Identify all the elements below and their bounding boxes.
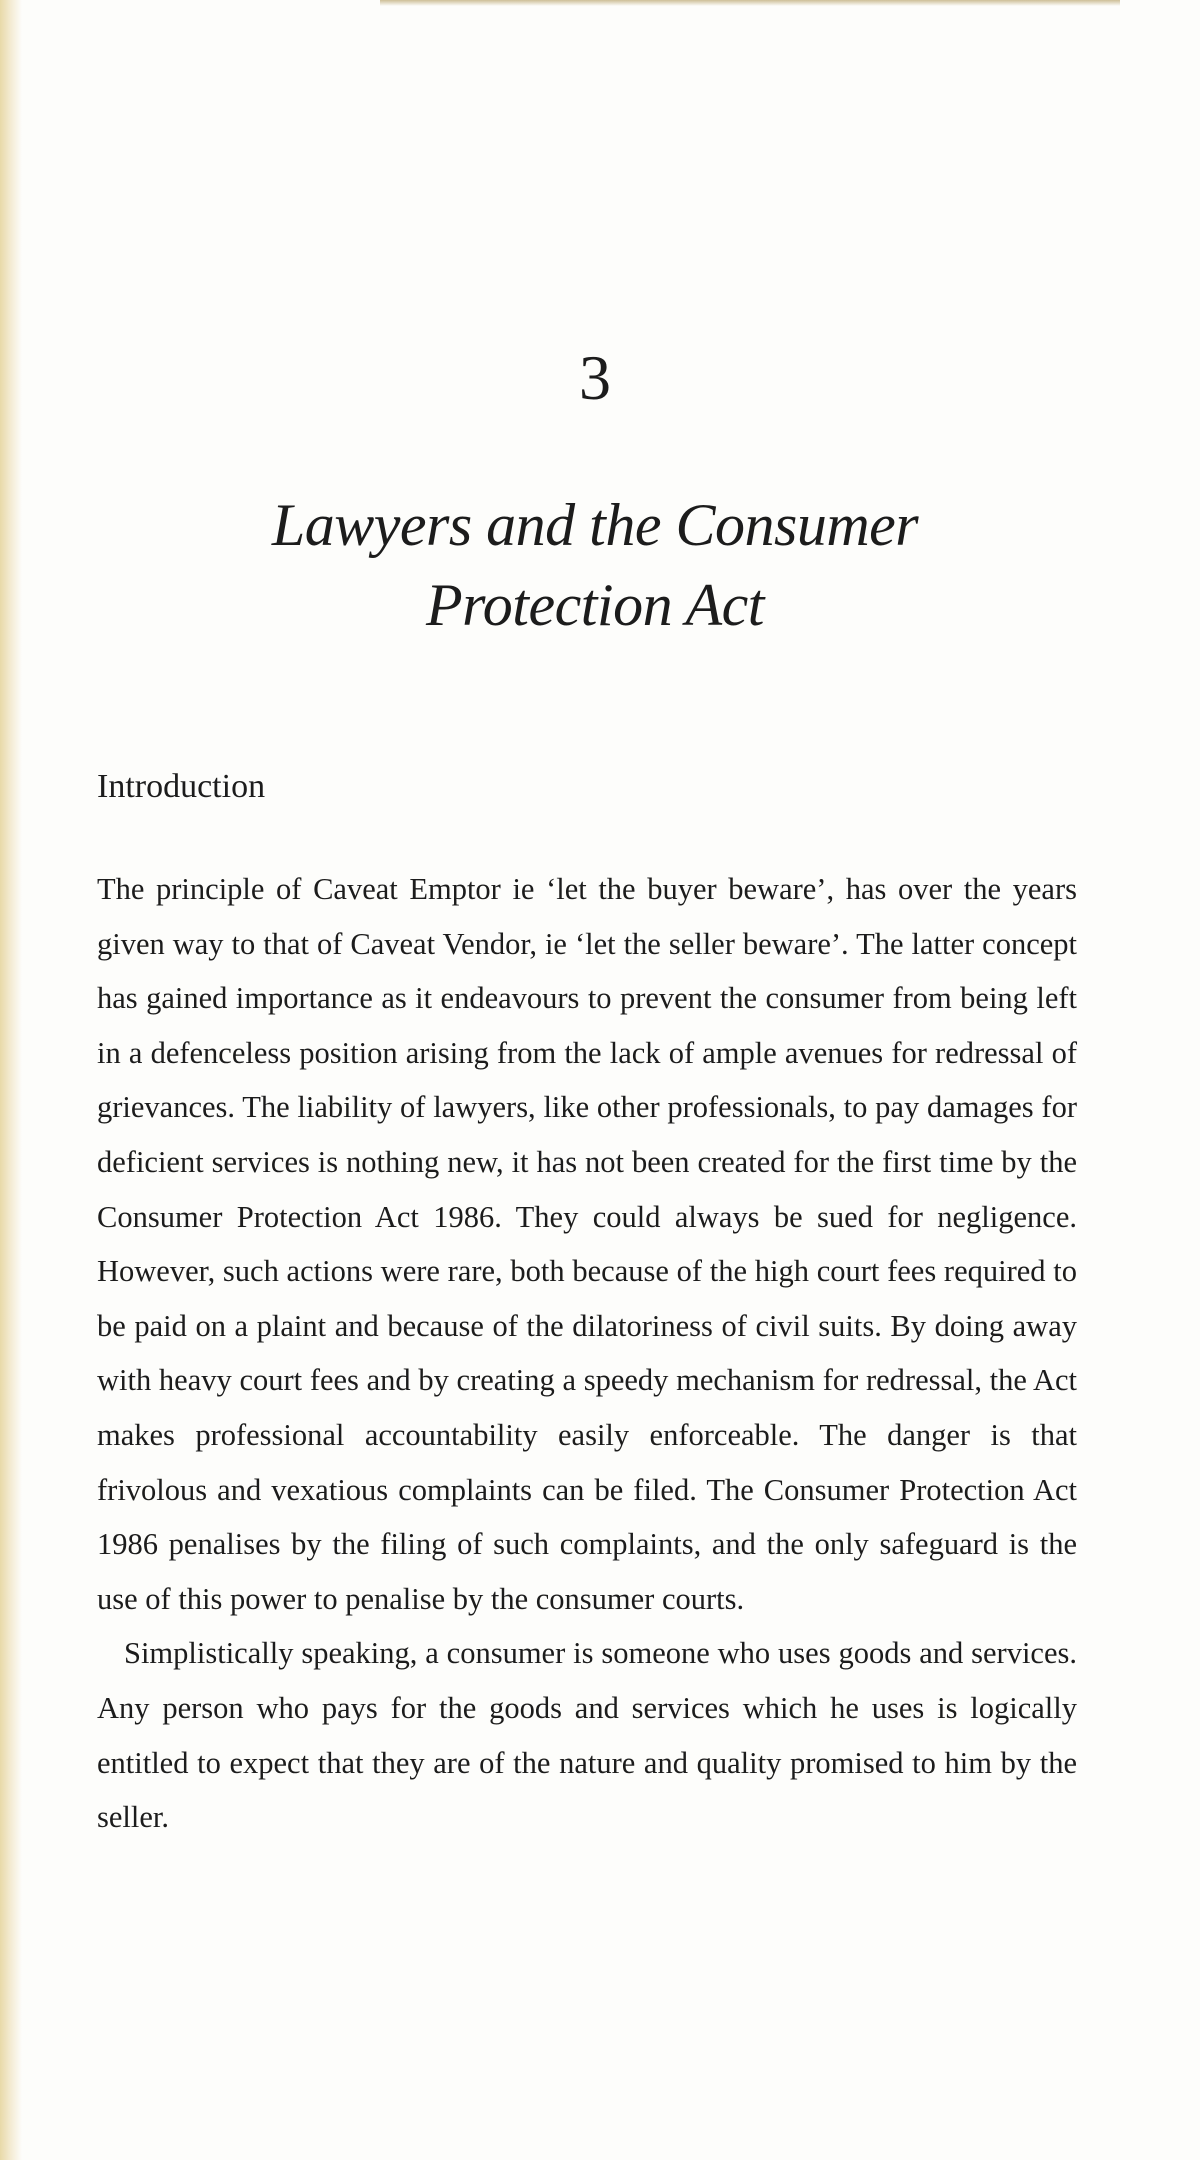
body-text	[97, 862, 1077, 1845]
paragraph-2: Simplistically speaking, a consumer is someone who uses goods and services. Any person who pays for the goods and services which he uses is logically entitled to expect that they are of the nature and quality promised to him by the seller.	[97, 1636, 1077, 1835]
paragraph-1: The principle of Caveat Emptor ie ‘let the buyer beware’, has over the years given way to that of Caveat Vendor, ie ‘let the seller beware’. The latter concept has gained importance as it endeavours to prevent the consumer from being left in a defenceless position arising from the lack of ample avenues for redressal of grievances. The liability of lawyers, like other professionals, to pay damages for deficient services is nothing new, it has not been created for the first time by the Consumer Protection Act 1986. They could always be sued for negligence. However, such actions were rare, both because of the high court fees required to be paid on a plaint and because of the dilatoriness of civil suits. By doing away with heavy court fees and by creating a speedy mechanism for redressal, the Act makes professional accountability easily enforceable. The danger is that frivolous and vexatious complaints can be filed. The Consumer Protection Act 1986 penalises by the filing of such complaints, and the only safeguard is the use of this power to penalise by the consumer courts.	[97, 872, 1077, 1616]
page-top-edge	[380, 0, 1120, 6]
chapter-title-line-2: Protection Act	[426, 572, 764, 638]
chapter-title-line-1: Lawyers and the Consumer	[271, 492, 919, 558]
page-edge-shadow	[0, 0, 22, 2160]
chapter-title	[100, 485, 1090, 645]
section-heading: Introduction	[97, 768, 266, 805]
chapter-number: 3	[579, 342, 611, 413]
